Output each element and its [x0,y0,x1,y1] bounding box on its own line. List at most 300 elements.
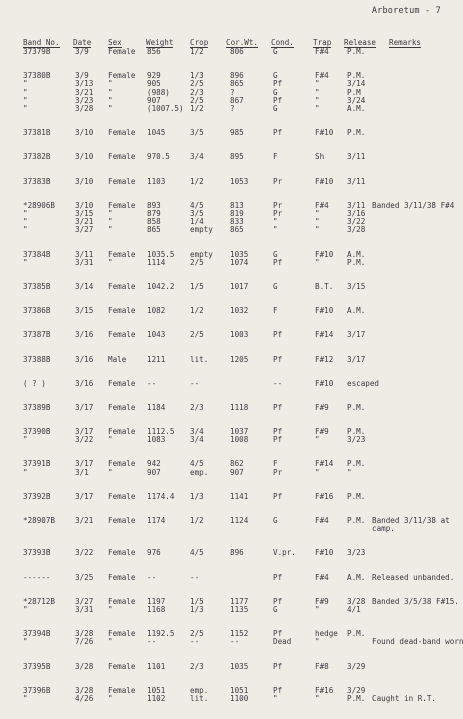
sex-value: Female [108,176,136,186]
cell-weight [147,331,165,339]
release-value: P.M. [347,491,366,501]
crop-value: -- [190,572,200,582]
cell-crop [190,251,213,267]
cell-condition [273,331,282,339]
weight-value: 1043 [147,330,166,340]
table-row [0,630,463,662]
date-value: 3/27 [75,596,94,606]
cell-release [347,663,365,671]
cell-date [75,48,89,56]
cell-condition [273,574,282,582]
sex-value: Female [108,281,136,291]
cell-weight [147,283,174,291]
band-number-value: 37394B [23,629,51,639]
corrected-weight-value: 1177 [230,596,249,606]
crop-value: 2/3 [190,661,204,671]
cell-corrected-weight [230,129,244,137]
band-number-value: *28907B [23,516,56,526]
cell-release [347,178,365,186]
band-number-value: 37381B [23,128,51,138]
date-value: 3/1 [75,467,89,477]
cell-band-number [23,202,55,235]
date-value: 3/16 [75,378,94,388]
cell-condition [273,356,282,364]
trap-value: " [315,79,320,89]
weight-value: 907 [147,467,161,477]
release-value: P.M. [347,71,366,81]
cell-date [75,598,93,614]
trap-value: " [315,95,320,105]
cell-sex [108,517,135,525]
condition-value: Pf [273,354,283,364]
cell-corrected-weight [230,663,248,671]
remarks-value: Banded 3/5/38 F#15. [372,596,459,606]
date-value: 3/21 [75,217,94,227]
release-value: P.M. [347,427,366,437]
crop-value: 3/4 [190,152,204,162]
weight-value: 879 [147,208,161,218]
cell-sex [108,380,135,388]
weight-value: 1168 [147,604,166,614]
sex-value: " [108,435,113,445]
trap-value: " [315,435,320,445]
band-number-value: " [23,79,28,89]
corrected-weight-value: 865 [230,79,244,89]
release-value: 3/29 [347,661,366,671]
cell-sex [108,428,135,444]
release-value: 3/24 [347,95,366,105]
date-value: 3/28 [75,629,94,639]
sex-value: Female [108,459,136,469]
band-number-value: " [23,637,28,647]
band-number-value: 37389B [23,402,51,412]
cell-date [75,307,93,315]
cell-release [347,307,365,315]
trap-value: " [315,225,320,235]
release-value: 3/17 [347,354,366,364]
date-value: 3/16 [75,330,94,340]
band-number-value: " [23,225,28,235]
condition-value: G [273,71,278,81]
band-number-value: 37390B [23,427,51,437]
sex-value: Female [108,330,136,340]
crop-value: empty [190,249,213,259]
cell-trap [315,493,333,501]
band-number-value: " [23,103,28,113]
corrected-weight-value: 1135 [230,604,249,614]
crop-value: 1/3 [190,491,204,501]
trap-value: F#9 [315,402,329,412]
sex-value: Female [108,152,136,162]
cell-corrected-weight [230,549,244,557]
band-number-value: 37384B [23,249,51,259]
weight-value: 1042.2 [147,281,175,291]
trap-value: B.T. [315,281,334,291]
cell-date [75,460,93,476]
records-table [0,48,463,719]
cell-band-number [23,72,50,113]
cell-date [75,202,93,235]
condition-value: F [273,306,278,316]
corrected-weight-value: 907 [230,467,244,477]
crop-value: 4/5 [190,459,204,469]
crop-value: 3/5 [190,208,204,218]
date-value: 4/26 [75,693,94,703]
cell-crop [190,202,213,235]
cell-condition [273,549,296,557]
date-value: 7/26 [75,637,94,647]
table-row [0,380,463,404]
cell-condition [273,283,278,291]
crop-value: -- [190,637,200,647]
corrected-weight-value: 867 [230,95,244,105]
cell-band-number [23,404,50,412]
corrected-weight-value: 806 [230,47,244,56]
band-number-value: 37396B [23,685,51,695]
cell-date [75,687,93,703]
sex-value: Female [108,402,136,412]
sex-value: Female [108,661,136,671]
band-number-value: 37388B [23,354,51,364]
cell-corrected-weight [230,153,244,161]
corrected-weight-value: 1017 [230,281,249,291]
cell-sex [108,460,135,476]
table-row [0,202,463,251]
table-row [0,307,463,331]
column-header: Sex [108,38,122,47]
cell-band-number [23,549,50,557]
cell-band-number [23,48,50,56]
cell-corrected-weight [230,460,244,476]
condition-value: F [273,152,278,162]
date-value: 3/17 [75,459,94,469]
cell-condition [273,307,278,315]
table-row [0,356,463,380]
cell-weight [147,48,161,56]
cell-sex [108,48,135,56]
crop-value: 2/5 [190,257,204,267]
cell-release [347,283,365,291]
cell-weight [147,307,165,315]
condition-value: " [273,217,278,227]
weight-value: 905 [147,79,161,89]
cell-crop [190,356,208,364]
condition-value: Pr [273,467,283,477]
trap-value: " [315,208,320,218]
release-value: 3/11 [347,200,366,210]
sex-value: " [108,693,113,703]
cell-corrected-weight [230,687,248,703]
sex-value: Female [108,47,136,56]
date-value: 3/31 [75,257,94,267]
cell-remarks [372,598,459,606]
sex-value: Female [108,128,136,138]
release-value: escaped [347,378,380,388]
crop-value: lit. [190,354,209,364]
crop-value: 2/5 [190,79,204,89]
condition-value: Pf [273,95,283,105]
cell-date [75,428,93,444]
cell-trap [315,356,333,364]
cell-date [75,630,93,646]
date-value: 3/10 [75,200,94,210]
sex-value: " [108,637,113,647]
date-value: 3/10 [75,176,94,186]
cell-condition [273,48,278,56]
cell-release [347,251,365,267]
cell-crop [190,129,204,137]
cell-crop [190,687,208,703]
band-number-value: " [23,95,28,105]
weight-value: 1102 [147,693,166,703]
cell-band-number [23,493,50,501]
date-value: 3/27 [75,225,94,235]
band-number-value: " [23,217,28,227]
cell-date [75,356,93,364]
table-row [0,663,463,687]
cell-crop [190,598,204,614]
condition-value: G [273,604,278,614]
cell-band-number [23,574,50,582]
date-value: 3/28 [75,103,94,113]
weight-value: (1007.5) [147,103,184,113]
date-value: 3/23 [75,95,94,105]
weight-value: 1184 [147,402,166,412]
release-value: 3/22 [347,217,366,227]
cell-remarks [372,687,436,703]
release-value: 3/11 [347,152,366,162]
table-row [0,460,463,492]
cell-band-number [23,598,55,614]
weight-value: 856 [147,47,161,56]
weight-value: 907 [147,95,161,105]
cell-sex [108,153,135,161]
page-title: Arboretum - 7 [371,6,441,16]
crop-value: lit. [190,693,209,703]
remarks-value: Banded 3/11/38 F#4 [372,200,455,210]
trap-value: " [315,87,320,97]
band-number-value: " [23,693,28,703]
sex-value: " [108,208,113,218]
cell-band-number [23,630,50,646]
release-value: 3/29 [347,685,366,695]
condition-value: " [273,225,278,235]
cell-sex [108,687,135,703]
cell-crop [190,404,204,412]
cell-release [347,428,365,444]
date-value: 3/9 [75,47,89,56]
cell-date [75,493,93,501]
condition-value: -- [273,378,283,388]
cell-weight [147,380,156,388]
cell-condition [273,178,282,186]
release-value: P.M. [347,693,366,703]
cell-date [75,129,93,137]
cell-condition [273,251,282,267]
cell-trap [315,331,333,339]
crop-value: 1/2 [190,47,204,56]
cell-crop [190,460,208,476]
table-row [0,493,463,517]
cell-release [347,460,365,476]
weight-value: -- [147,572,157,582]
cell-band-number [23,129,50,137]
cell-corrected-weight [230,72,244,113]
band-number-value: " [23,257,28,267]
trap-value: hedge [315,629,338,639]
sex-value: Female [108,572,136,582]
cell-trap [315,687,333,703]
corrected-weight-value: 895 [230,152,244,162]
weight-value: 970.5 [147,152,170,162]
cell-release [347,72,365,113]
date-value: 3/10 [75,128,94,138]
weight-value: 1112.5 [147,427,175,437]
corrected-weight-value: 1124 [230,516,249,526]
cell-band-number [23,331,50,339]
cell-weight [147,202,161,235]
weight-value: 1082 [147,306,166,316]
cell-sex [108,404,135,412]
cell-trap [315,153,324,161]
trap-value: " [315,217,320,227]
band-number-value: 37392B [23,491,51,501]
cell-corrected-weight [230,493,248,501]
cell-remarks [372,202,454,210]
cell-sex [108,251,135,267]
condition-value: Pf [273,435,283,445]
cell-condition [273,687,282,703]
cell-crop [190,283,204,291]
weight-value: 1114 [147,257,166,267]
table-row [0,428,463,460]
sex-value: " [108,604,113,614]
cell-weight [147,598,165,614]
band-number-value: ------ [23,572,51,582]
cell-band-number [23,428,50,444]
cell-weight [147,663,165,671]
band-number-value: 37380B [23,71,51,81]
band-number-value: 37383B [23,176,51,186]
condition-value: F [273,459,278,469]
cell-crop [190,574,199,582]
cell-band-number [23,380,46,388]
cell-sex [108,549,135,557]
condition-value: Pf [273,79,283,89]
trap-value: F#12 [315,354,334,364]
cell-release [347,630,365,646]
date-value: 3/10 [75,152,94,162]
band-number-value: ( ? ) [23,378,46,388]
cell-corrected-weight [230,48,244,56]
cell-crop [190,307,204,315]
crop-value: 1/5 [190,596,204,606]
cell-trap [315,663,329,671]
date-value: 3/14 [75,281,94,291]
cell-crop [190,428,204,444]
cell-condition [273,380,282,388]
cell-release [347,129,365,137]
cell-corrected-weight [230,283,248,291]
band-number-value: *28906B [23,200,56,210]
cell-remarks [372,630,463,646]
cell-release [347,574,365,582]
date-value: 3/15 [75,306,94,316]
release-value: 3/11 [347,176,366,186]
remarks-value: camp. [372,524,395,534]
cell-weight [147,178,165,186]
remarks-value [372,630,463,638]
cell-release [347,493,365,501]
date-value: 3/17 [75,427,94,437]
condition-value: Pf [273,629,283,639]
sex-value: " [108,225,113,235]
condition-value: G [273,281,278,291]
cell-weight [147,460,161,476]
trap-value: F#14 [315,330,334,340]
cell-sex [108,202,135,235]
trap-value: F#8 [315,661,329,671]
sex-value: " [108,95,113,105]
cell-trap [315,380,333,388]
cell-trap [315,549,333,557]
column-header: Cor.Wt. [226,38,259,47]
cell-sex [108,283,135,291]
cell-corrected-weight [230,331,248,339]
cell-date [75,404,93,412]
crop-value: 3/4 [190,435,204,445]
cell-release [347,331,365,339]
weight-value: 1197 [147,596,166,606]
cell-condition [273,517,278,525]
crop-value: 2/3 [190,402,204,412]
weight-value: 976 [147,548,161,558]
remarks-value: Found dead-band worn [372,637,463,647]
cell-trap [315,460,333,476]
release-value: P.M. [347,402,366,412]
release-value: P.M. [347,629,366,639]
release-value: 3/16 [347,208,366,218]
cell-weight [147,428,174,444]
cell-trap [315,574,329,582]
corrected-weight-value: 1032 [230,306,249,316]
condition-value: Pf [273,572,283,582]
sex-value: Male [108,354,127,364]
corrected-weight-value: 1141 [230,491,249,501]
sex-value: Female [108,71,136,81]
corrected-weight-value: -- [230,637,240,647]
crop-value: -- [190,378,200,388]
date-value: 3/17 [75,402,94,412]
corrected-weight-value: ? [230,103,235,113]
band-number-value: 37391B [23,459,51,469]
cell-release [347,598,365,614]
band-number-value: 37395B [23,661,51,671]
cell-weight [147,549,161,557]
cell-sex [108,598,135,614]
corrected-weight-value: 1205 [230,354,249,364]
date-value: 3/25 [75,572,94,582]
cell-weight [147,129,165,137]
trap-value: F#9 [315,427,329,437]
cell-condition [273,460,282,476]
cell-trap [315,598,329,614]
table-row [0,178,463,202]
corrected-weight-value: 896 [230,71,244,81]
date-value: 3/21 [75,516,94,526]
cell-corrected-weight [230,630,248,646]
date-value: 3/15 [75,208,94,218]
